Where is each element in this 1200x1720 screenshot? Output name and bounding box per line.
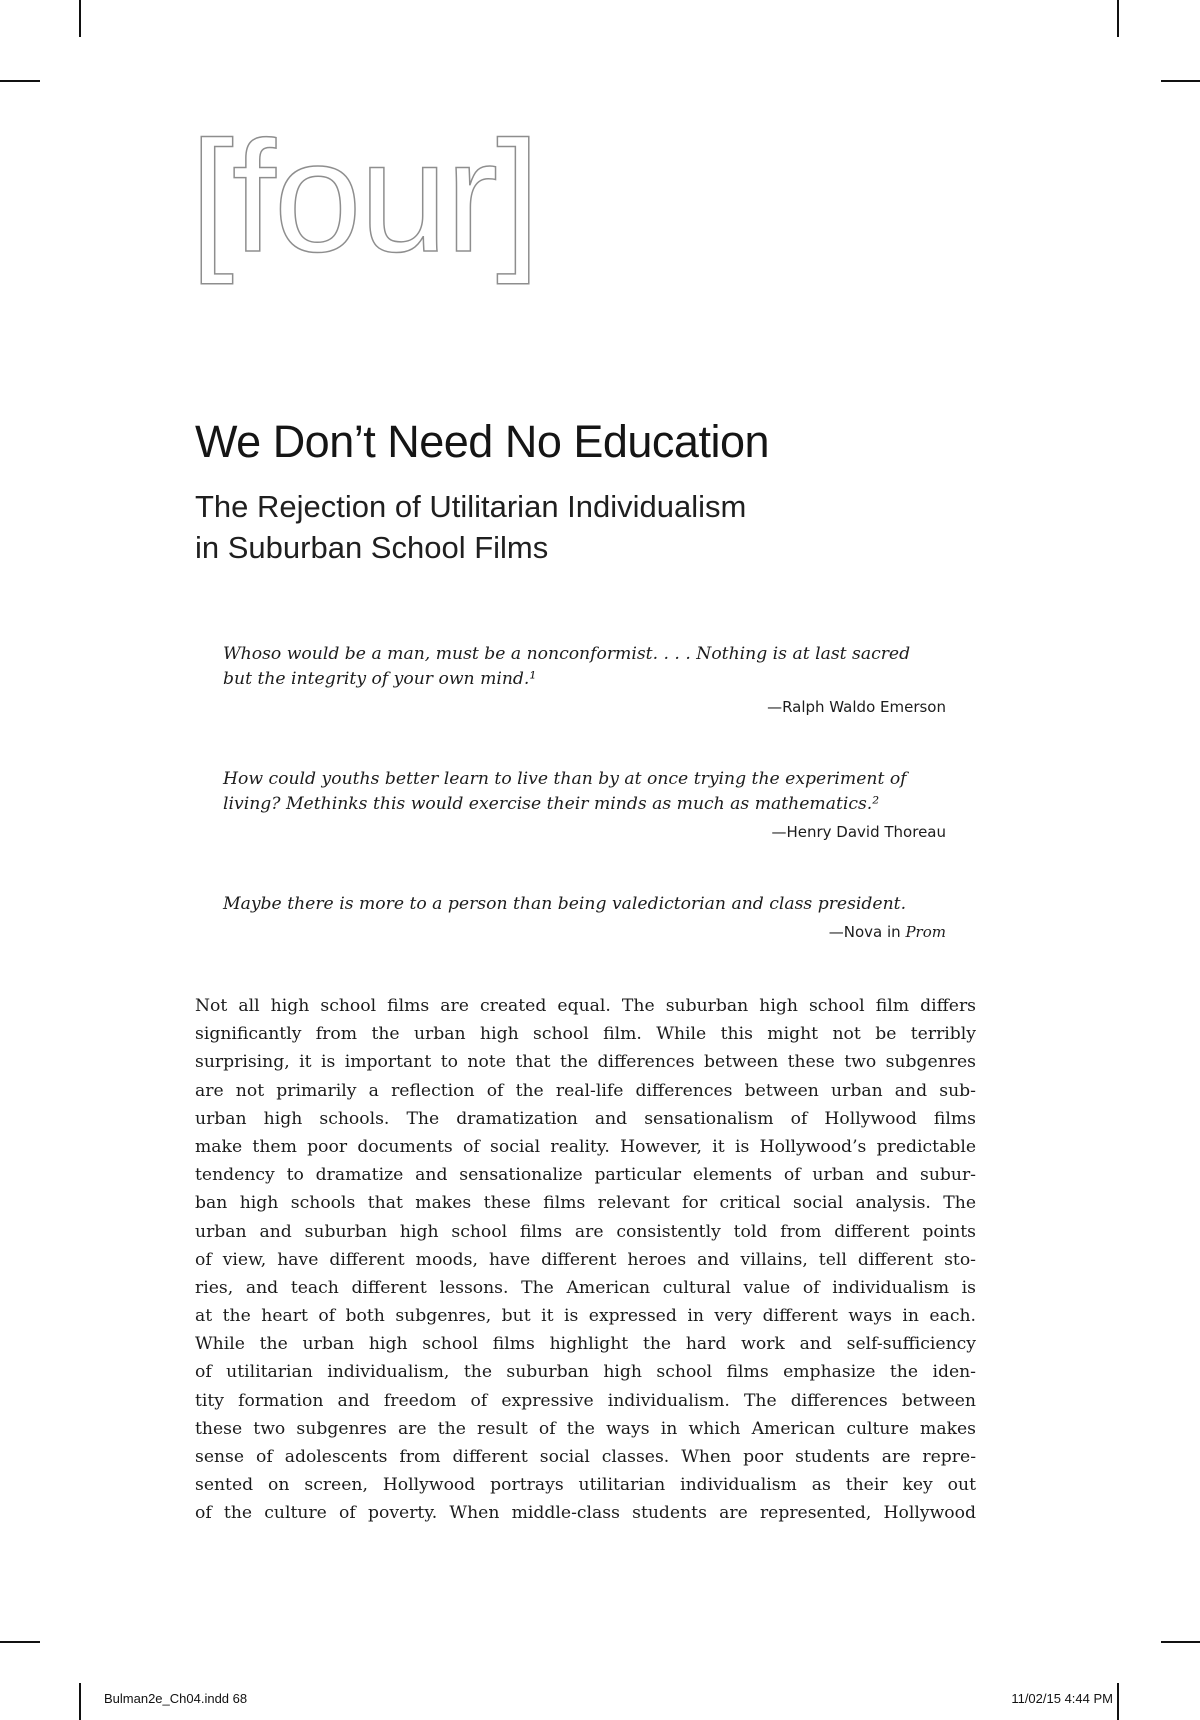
body-line: of utilitarian individualism, the suburban high school films emphasize the iden- (195, 1362, 976, 1383)
body-line: of the culture of poverty. When middle-class students are represented, Hollywood (195, 1503, 976, 1524)
body-line: of view, have different moods, have different heroes and villains, tell different sto- (195, 1249, 976, 1270)
slug-timestamp: 11/02/15 4:44 PM (1011, 1691, 1113, 1706)
crop-mark (1161, 80, 1200, 82)
attribution-film-title: Prom (905, 923, 946, 941)
quote-line: but the integrity of your own mind.¹ (223, 669, 537, 689)
body-line: tendency to dramatize and sensationalize particular elements of urban and subur- (195, 1165, 976, 1186)
body-line: urban and suburban high school films are consistently told from different points (195, 1221, 976, 1242)
body-line: surprising, it is important to note that the differences between these two subgenres (195, 1052, 976, 1073)
epigraph-quote (223, 892, 946, 917)
quote-line: Maybe there is more to a person than being valedictorian and class president. (223, 894, 907, 914)
body-line: at the heart of both subgenres, but it is expressed in very different ways in each. (195, 1306, 976, 1327)
epigraph-thoreau (223, 767, 946, 844)
crop-mark (1117, 1683, 1119, 1720)
subtitle-line: The Rejection of Utilitarian Individualism (195, 489, 747, 524)
epigraph-quote (223, 642, 946, 692)
crop-mark (79, 0, 81, 37)
chapter-title: We Don’t Need No Education (195, 416, 769, 467)
body-line: significantly from the urban high school film. While this might not be terribly (195, 1024, 976, 1045)
chapter-number: [four] (190, 109, 539, 285)
body-line: sented on screen, Hollywood portrays utilitarian individualism as their key out (195, 1475, 976, 1496)
quote-line: Whoso would be a man, must be a nonconformist. . . . Nothing is at last sacred (223, 644, 911, 664)
body-line: make them poor documents of social reality. However, it is Hollywood’s predictable (195, 1136, 976, 1157)
quote-line: How could youths better learn to live than by at once trying the experiment of (223, 769, 907, 789)
crop-mark (1117, 0, 1119, 37)
crop-mark (0, 1641, 40, 1643)
subtitle-line: in Suburban School Films (195, 530, 549, 565)
body-line: ries, and teach different lessons. The American cultural value of individualism is (195, 1277, 976, 1298)
epigraph-attribution (223, 920, 946, 944)
epigraph-attribution: —Ralph Waldo Emerson (767, 698, 946, 716)
body-line: these two subgenres are the result of the ways in which American culture makes (195, 1418, 976, 1439)
crop-mark (79, 1683, 81, 1720)
attribution-speaker: —Nova in (828, 923, 906, 941)
body-line: are not primarily a reflection of the real-life differences between urban and sub- (195, 1080, 976, 1101)
body-line: urban high schools. The dramatization and sensationalism of Hollywood films (195, 1108, 976, 1129)
epigraph-quote (223, 767, 946, 817)
body-line: tity formation and freedom of expressive individualism. The differences between (195, 1390, 976, 1411)
crop-mark (1161, 1641, 1200, 1643)
body-line: While the urban high school films highlight the hard work and self-sufficiency (195, 1334, 976, 1355)
epigraph-prom (223, 892, 946, 944)
body-line: Not all high school films are created equal. The suburban high school film differs (195, 996, 976, 1016)
slug-filename: Bulman2e_Ch04.indd 68 (104, 1691, 248, 1706)
crop-mark (0, 80, 40, 82)
body-line: ban high schools that makes these films relevant for critical social analysis. The (195, 1193, 976, 1214)
chapter-subtitle (195, 486, 746, 568)
body-paragraph (195, 992, 976, 1528)
quote-line: living? Methinks this would exercise their minds as much as mathematics.² (223, 794, 880, 814)
epigraph-attribution: —Henry David Thoreau (771, 823, 946, 841)
epigraph-emerson (223, 642, 946, 719)
body-line: sense of adolescents from different social classes. When poor students are repre- (195, 1447, 976, 1467)
